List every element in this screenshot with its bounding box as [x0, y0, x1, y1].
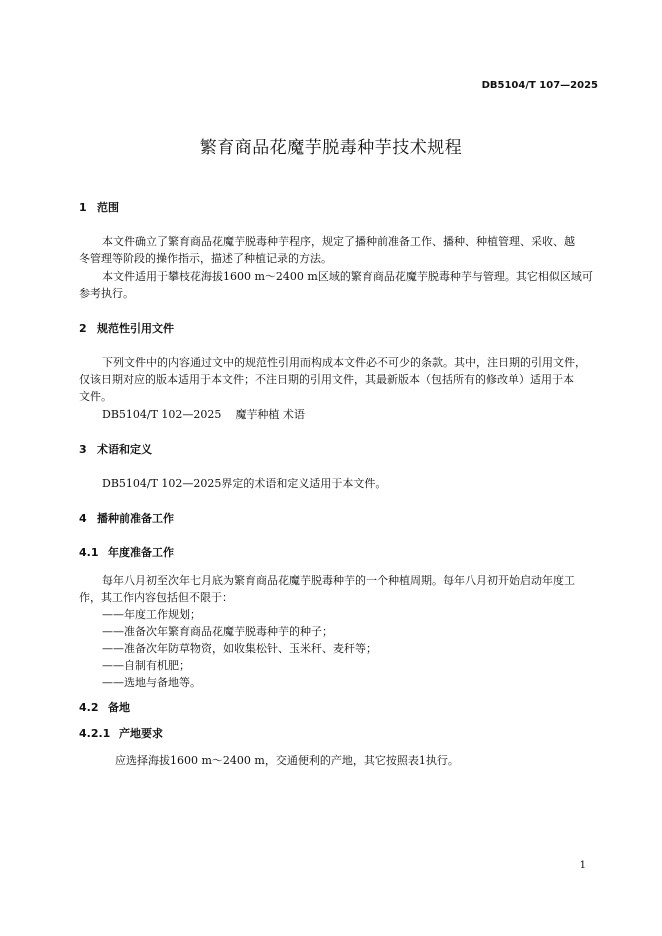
subsection-4-1-heading — [79, 544, 174, 560]
section-3-heading — [79, 441, 152, 457]
standard-code: DB5104/T 107—2025 — [481, 80, 598, 91]
paragraph-line: 冬管理等阶段的操作指示，描述了种植记录的方法。 — [79, 252, 332, 265]
document-title: 繁育商品花魔芋脱毒种芋技术规程 — [199, 138, 463, 158]
paragraph-line: 本文件确立了繁育商品花魔芋脱毒种芋程序，规定了播种前准备工作、播种、种植管理、采收、越 — [102, 235, 575, 248]
reference-title: 魔芋种植 术语 — [235, 408, 305, 421]
paragraph-line: 应选择海拔1600 m～2400 m，交通便利的产地，其它按照表1执行。 — [115, 754, 459, 767]
list-item: ——准备次年防草物资，如收集松针、玉米秆、麦秆等； — [102, 642, 377, 655]
section-number: 3 — [79, 443, 87, 456]
paragraph-line: 每年八月初至次年七月底为繁育商品花魔芋脱毒种芋的一个种植周期。每年八月初开始启动年度工 — [102, 574, 575, 587]
section-title: 范围 — [97, 201, 119, 214]
page-number: 1 — [579, 860, 586, 871]
section-number: 2 — [79, 322, 87, 335]
section-title: 规范性引用文件 — [97, 322, 174, 335]
section-1-heading — [79, 199, 119, 215]
paragraph-line: 仅该日期对应的版本适用于本文件；不注日期的引用文件，其最新版本（包括所有的修改单）适用于本 — [79, 373, 574, 386]
paragraph-line: 本文件适用于攀枝花海拔1600 m～2400 m区域的繁育商品花魔芋脱毒种芋与管理。其它相似区域可 — [102, 270, 593, 283]
list-item: ——年度工作规划； — [102, 608, 201, 621]
paragraph-line: 作，其工作内容包括但不限于： — [79, 591, 233, 604]
subsection-number: 4.2.1 — [79, 727, 111, 740]
subsection-4-2-heading — [79, 699, 130, 715]
section-4-heading — [79, 510, 174, 526]
section-title: 播种前准备工作 — [97, 512, 174, 525]
list-item: ——选地与备地等。 — [102, 676, 201, 689]
subsection-4-2-1-heading — [79, 725, 163, 741]
section-number: 1 — [79, 201, 87, 214]
subsection-number: 4.1 — [79, 546, 99, 559]
reference-code: DB5104/T 102—2025 — [102, 408, 222, 421]
list-item: ——自制有机肥； — [102, 659, 190, 672]
subsection-title: 备地 — [108, 701, 130, 714]
section-number: 4 — [79, 512, 87, 525]
subsection-title: 产地要求 — [119, 727, 163, 740]
paragraph-line: 文件。 — [79, 390, 112, 403]
list-item: ——准备次年繁育商品花魔芋脱毒种芋的种子； — [102, 625, 333, 638]
section-2-heading — [79, 320, 174, 336]
subsection-title: 年度准备工作 — [108, 546, 174, 559]
normative-reference — [102, 406, 305, 422]
paragraph-line: 下列文件中的内容通过文中的规范性引用而构成本文件必不可少的条款。其中，注日期的引用文件， — [102, 356, 586, 369]
paragraph-line: DB5104/T 102—2025界定的术语和定义适用于本文件。 — [102, 477, 387, 490]
subsection-number: 4.2 — [79, 701, 99, 714]
section-title: 术语和定义 — [97, 443, 152, 456]
paragraph-line: 参考执行。 — [79, 287, 134, 300]
